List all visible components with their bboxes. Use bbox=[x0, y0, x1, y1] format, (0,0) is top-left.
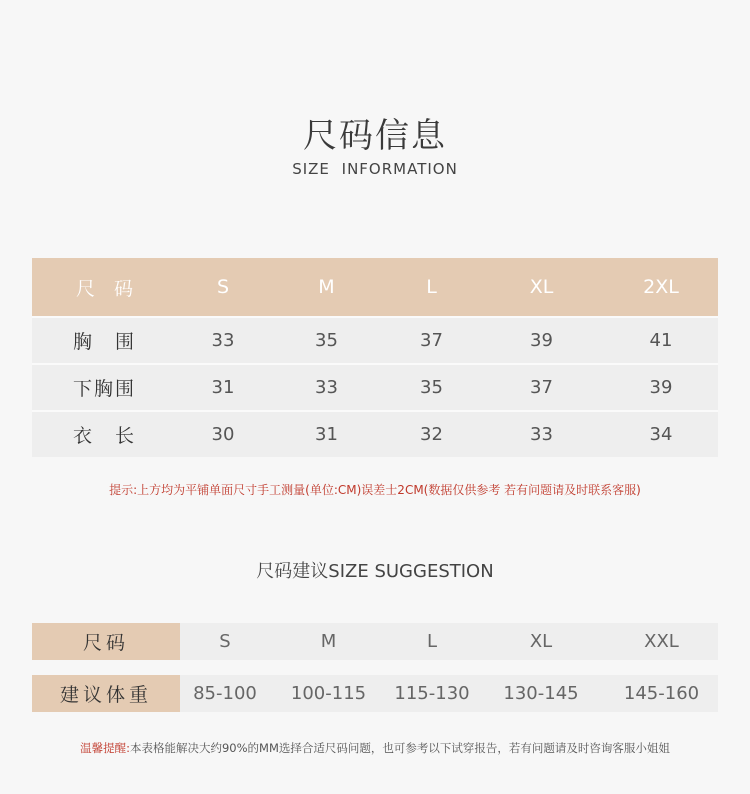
page-subtitle: SIZE INFORMATION bbox=[292, 160, 458, 178]
suggestion-title: 尺码建议SIZE SUGGESTION bbox=[256, 561, 494, 582]
table-row-length bbox=[32, 411, 718, 457]
size-row-label: 尺码 bbox=[32, 623, 180, 660]
header-cell-s: S bbox=[177, 258, 269, 317]
table-cell: 32 bbox=[384, 411, 479, 457]
suggestion-size-row bbox=[32, 623, 718, 660]
suggestion-size-cell: XL bbox=[529, 631, 553, 652]
suggestion-size-cell: L bbox=[426, 631, 438, 652]
row-label: 衣 长 bbox=[32, 411, 177, 457]
row-label: 下胸围 bbox=[32, 364, 177, 411]
suggestion-weight-cell: 145-160 bbox=[623, 683, 700, 704]
measurement-tip: 提示:上方均为平铺单面尺寸手工测量(单位:CM)误差士2CM(数据仅供参考 若有问题请及时联系客服) bbox=[109, 483, 641, 497]
weight-row-label: 建议体重 bbox=[32, 675, 180, 712]
suggestion-weight-cell: 115-130 bbox=[394, 683, 470, 704]
table-cell: 33 bbox=[269, 364, 384, 411]
table-cell: 31 bbox=[269, 411, 384, 457]
header-cell-2xl: 2XL bbox=[604, 258, 718, 317]
suggestion-weight-cell: 100-115 bbox=[290, 683, 367, 704]
suggestion-size-cell: S bbox=[219, 631, 231, 652]
table-cell: 37 bbox=[384, 317, 479, 364]
page-title: 尺码信息 bbox=[303, 116, 447, 156]
table-cell: 31 bbox=[177, 364, 269, 411]
suggestion-size-cell: XXL bbox=[644, 631, 679, 652]
header-cell-xl: XL bbox=[479, 258, 604, 317]
size-table-header bbox=[32, 258, 718, 317]
row-label: 胸 围 bbox=[32, 317, 177, 364]
reminder-note bbox=[0, 740, 750, 756]
table-cell: 41 bbox=[604, 317, 718, 364]
table-row-chest bbox=[32, 317, 718, 364]
table-cell: 30 bbox=[177, 411, 269, 457]
table-row-underbust bbox=[32, 364, 718, 411]
suggestion-weight-row bbox=[32, 675, 718, 712]
table-cell: 39 bbox=[479, 317, 604, 364]
table-cell: 33 bbox=[177, 317, 269, 364]
header-cell-label: 尺 码 bbox=[32, 258, 177, 317]
size-table bbox=[32, 258, 718, 457]
table-cell: 34 bbox=[604, 411, 718, 457]
table-cell: 35 bbox=[269, 317, 384, 364]
header-cell-m: M bbox=[269, 258, 384, 317]
suggestion-size-cell: M bbox=[320, 631, 337, 652]
table-cell: 33 bbox=[479, 411, 604, 457]
suggestion-weight-cell: 130-145 bbox=[503, 683, 579, 704]
table-cell: 39 bbox=[604, 364, 718, 411]
reminder-text: 本表格能解决大约90%的MM选择合适尺码问题，也可参考以下试穿报告，若有问题请及时咨询客服小姐姐 bbox=[129, 741, 670, 755]
header-cell-l: L bbox=[384, 258, 479, 317]
table-cell: 37 bbox=[479, 364, 604, 411]
table-cell: 35 bbox=[384, 364, 479, 411]
suggestion-weight-cell: 85-100 bbox=[193, 683, 257, 704]
reminder-prefix: 温馨提醒: bbox=[80, 741, 130, 755]
